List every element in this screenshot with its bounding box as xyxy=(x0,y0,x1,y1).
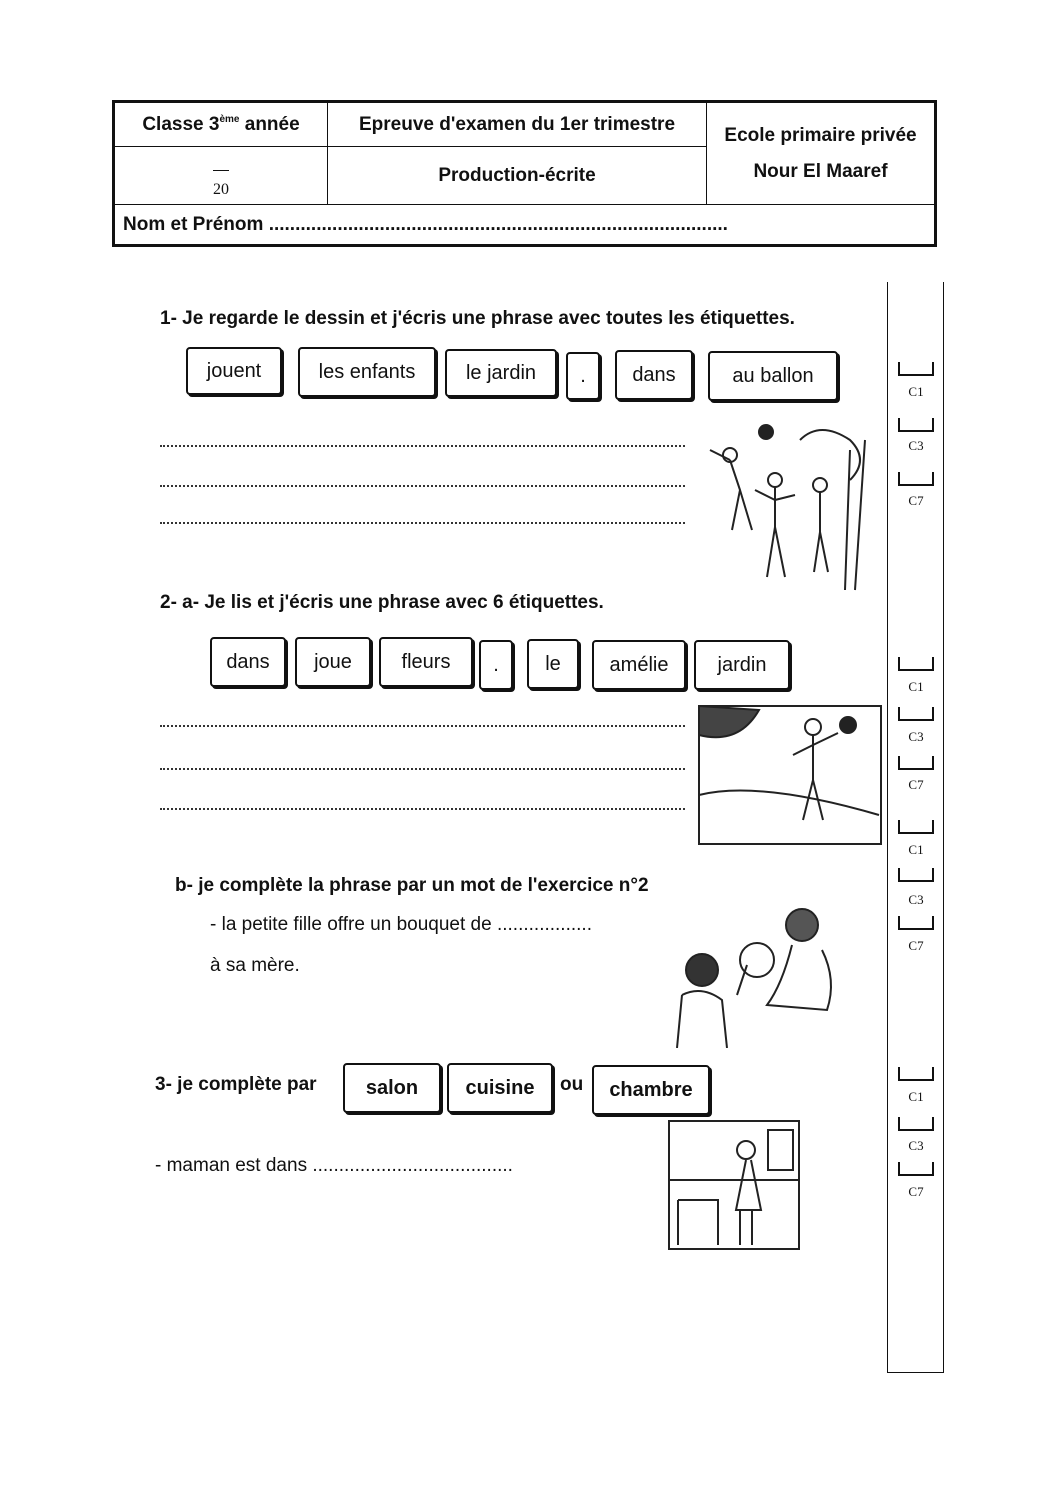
exam-title: Epreuve d'examen du 1er trimestre xyxy=(328,102,707,147)
tag: au ballon xyxy=(708,351,838,401)
tag: . xyxy=(566,352,600,400)
q2b-sentence[interactable]: - la petite fille offre un bouquet de .................. xyxy=(210,914,592,935)
criterion-label: C7 xyxy=(908,777,924,792)
q3-title: 3- je complète par xyxy=(155,1074,317,1095)
answer-line[interactable] xyxy=(160,522,685,524)
q1-title: 1- Je regarde le dessin et j'écris une phrase avec toutes les étiquettes. xyxy=(160,308,795,329)
mother-in-kitchen-illustration xyxy=(668,1120,800,1250)
score-box[interactable] xyxy=(898,756,934,770)
tag: jardin xyxy=(694,640,790,690)
tag: cuisine xyxy=(447,1063,553,1113)
tag: jouent xyxy=(186,347,282,395)
name-field[interactable]: Nom et Prénom ....................................................................................... xyxy=(114,205,936,246)
criterion-label: C1 xyxy=(908,842,924,857)
school-type: Ecole primaire privée xyxy=(724,124,917,146)
criterion-label: C7 xyxy=(908,938,924,953)
score-box[interactable] xyxy=(898,868,934,882)
subject: Production-écrite xyxy=(328,147,707,205)
score-box[interactable] xyxy=(898,1067,934,1081)
tag: amélie xyxy=(592,640,686,690)
criterion-label: C3 xyxy=(908,438,924,453)
tag: . xyxy=(479,640,513,690)
tag: salon xyxy=(343,1063,441,1113)
school-name: Nour El Maaref xyxy=(753,160,888,182)
answer-line[interactable] xyxy=(160,445,685,447)
tag: les enfants xyxy=(298,347,436,397)
tag: chambre xyxy=(592,1065,710,1115)
tag: fleurs xyxy=(379,637,473,687)
answer-line[interactable] xyxy=(160,485,685,487)
score-box[interactable] xyxy=(898,1117,934,1131)
criterion-label: C3 xyxy=(908,729,924,744)
school-cell xyxy=(707,102,936,205)
girl-giving-flowers-illustration xyxy=(672,905,840,1048)
score-box[interactable] xyxy=(898,418,934,432)
class-label: Classe 3 xyxy=(142,113,220,135)
score-box[interactable] xyxy=(898,820,934,834)
criterion-label: C3 xyxy=(908,892,924,907)
header-table xyxy=(112,100,937,247)
score-total: 20 xyxy=(213,170,229,199)
score-box[interactable] xyxy=(898,707,934,721)
score-box[interactable] xyxy=(898,1162,934,1176)
q2a-title: 2- a- Je lis et j'écris une phrase avec 6 étiquettes. xyxy=(160,592,604,613)
score-box[interactable] xyxy=(898,472,934,486)
tag: joue xyxy=(295,637,371,687)
score-cell xyxy=(114,147,328,205)
class-cell xyxy=(114,102,328,147)
criterion-label: C7 xyxy=(908,1184,924,1199)
children-playing-ball-illustration xyxy=(700,420,880,595)
or-word: ou xyxy=(560,1074,584,1095)
q3-sentence[interactable]: - maman est dans ...................................... xyxy=(155,1155,513,1176)
score-box[interactable] xyxy=(898,657,934,671)
q2b-title: b- je complète la phrase par un mot de l'exercice n°2 xyxy=(175,875,649,896)
criterion-label: C1 xyxy=(908,679,924,694)
score-box[interactable] xyxy=(898,362,934,376)
answer-line[interactable] xyxy=(160,768,685,770)
criterion-label: C3 xyxy=(908,1138,924,1153)
answer-line[interactable] xyxy=(160,808,685,810)
class-sup: ème xyxy=(219,113,240,125)
tag: dans xyxy=(615,350,693,400)
criterion-label: C7 xyxy=(908,493,924,508)
answer-line[interactable] xyxy=(160,725,685,727)
tag: le xyxy=(527,639,579,689)
tag: le jardin xyxy=(445,349,557,397)
criterion-label: C1 xyxy=(908,1089,924,1104)
q2b-sentence-end: à sa mère. xyxy=(210,955,300,976)
class-suffix: année xyxy=(239,113,300,135)
tag: dans xyxy=(210,637,286,687)
criterion-label: C1 xyxy=(908,384,924,399)
girl-in-garden-illustration xyxy=(698,705,882,845)
score-box[interactable] xyxy=(898,916,934,930)
